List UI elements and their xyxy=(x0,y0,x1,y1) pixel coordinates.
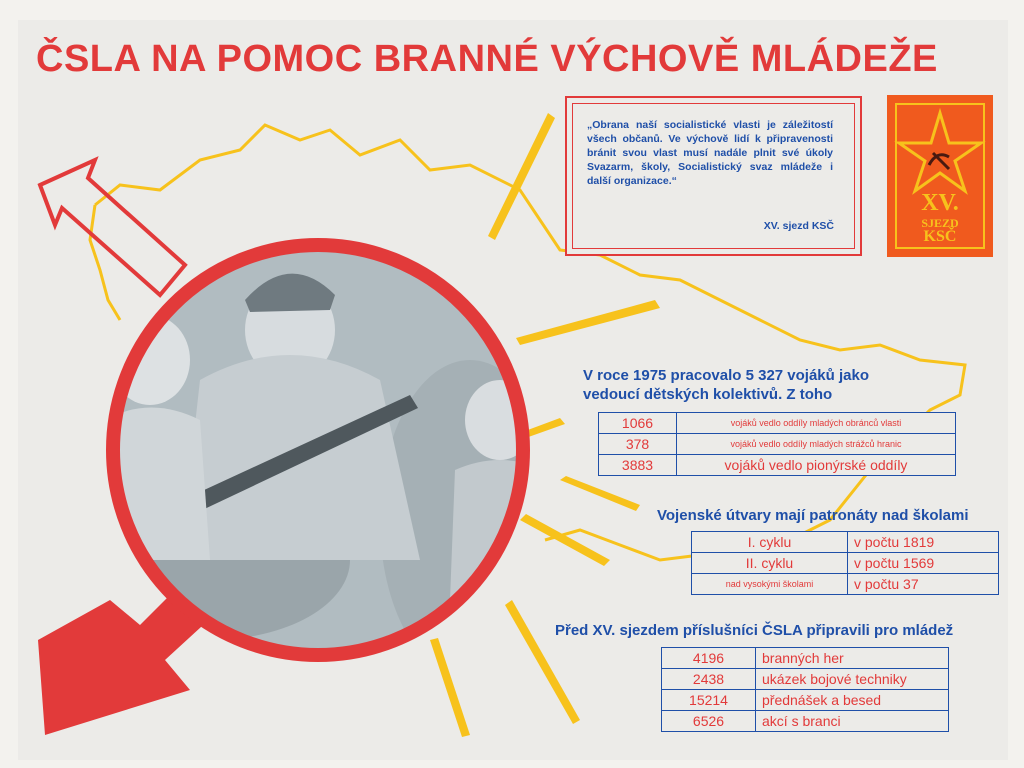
table-row xyxy=(692,532,999,553)
table-row xyxy=(692,574,999,595)
poster-title: ČSLA NA POMOC BRANNÉ VÝCHOVĚ MLÁDEŽE xyxy=(36,38,938,80)
row-count: v počtu 1819 xyxy=(848,532,999,553)
table-row xyxy=(599,455,956,476)
section3-table xyxy=(661,647,949,732)
section1-heading-line1: V roce 1975 pracovalo 5 327 vojáků jako xyxy=(583,367,869,384)
section1-table xyxy=(598,412,956,476)
logo-line-1: XV. xyxy=(921,190,959,216)
row-level: nad vysokými školami xyxy=(692,574,848,595)
row-number: 15214 xyxy=(662,690,756,711)
table-row xyxy=(599,434,956,455)
logo-line-3: KSČ xyxy=(923,228,957,245)
table-row xyxy=(662,711,949,732)
row-description: vojáků vedlo pionýrské oddíly xyxy=(677,455,956,476)
row-level: I. cyklu xyxy=(692,532,848,553)
row-description: ukázek bojové techniky xyxy=(756,669,949,690)
table-row xyxy=(662,669,949,690)
section1-heading xyxy=(583,366,869,404)
map-outline-west xyxy=(90,205,120,320)
row-number: 1066 xyxy=(599,413,677,434)
table-row xyxy=(662,690,949,711)
row-level: II. cyklu xyxy=(692,553,848,574)
table-row xyxy=(599,413,956,434)
row-number: 6526 xyxy=(662,711,756,732)
table-row xyxy=(692,553,999,574)
quote-box xyxy=(565,96,862,256)
row-number: 4196 xyxy=(662,648,756,669)
table-row xyxy=(662,648,949,669)
row-description: branných her xyxy=(756,648,949,669)
row-number: 378 xyxy=(599,434,677,455)
section2-heading: Vojenské útvary mají patronáty nad školami xyxy=(657,507,969,524)
photo-soldier-with-boys xyxy=(70,240,560,680)
row-description: přednášek a besed xyxy=(756,690,949,711)
section1-heading-line2: vedoucí dětských kolektivů. Z toho xyxy=(583,386,833,403)
logo-line-2: SJEZD xyxy=(921,216,959,230)
row-number: 2438 xyxy=(662,669,756,690)
quote-source: XV. sjezd KSČ xyxy=(763,220,834,232)
row-description: vojáků vedlo oddíly mladých obránců vlasti xyxy=(677,413,956,434)
congress-logo xyxy=(887,95,993,257)
row-number: 3883 xyxy=(599,455,677,476)
row-description: akcí s branci xyxy=(756,711,949,732)
section2-table xyxy=(691,531,999,595)
outline-arrow-icon xyxy=(40,160,185,295)
row-description: vojáků vedlo oddíly mladých strážců hranic xyxy=(677,434,956,455)
row-count: v počtu 37 xyxy=(848,574,999,595)
quote-text: „Obrana naší socialistické vlasti je záležitostí všech občanů. Ve výchově lidí k připravenosti bránit svou vlast musí nadále plnit své úkoly Svazarm, školy, Socialistický svaz mládeže i další organizace.“ xyxy=(587,119,833,187)
row-count: v počtu 1569 xyxy=(848,553,999,574)
section3-heading: Před XV. sjezdem příslušníci ČSLA připravili pro mládež xyxy=(555,622,954,639)
